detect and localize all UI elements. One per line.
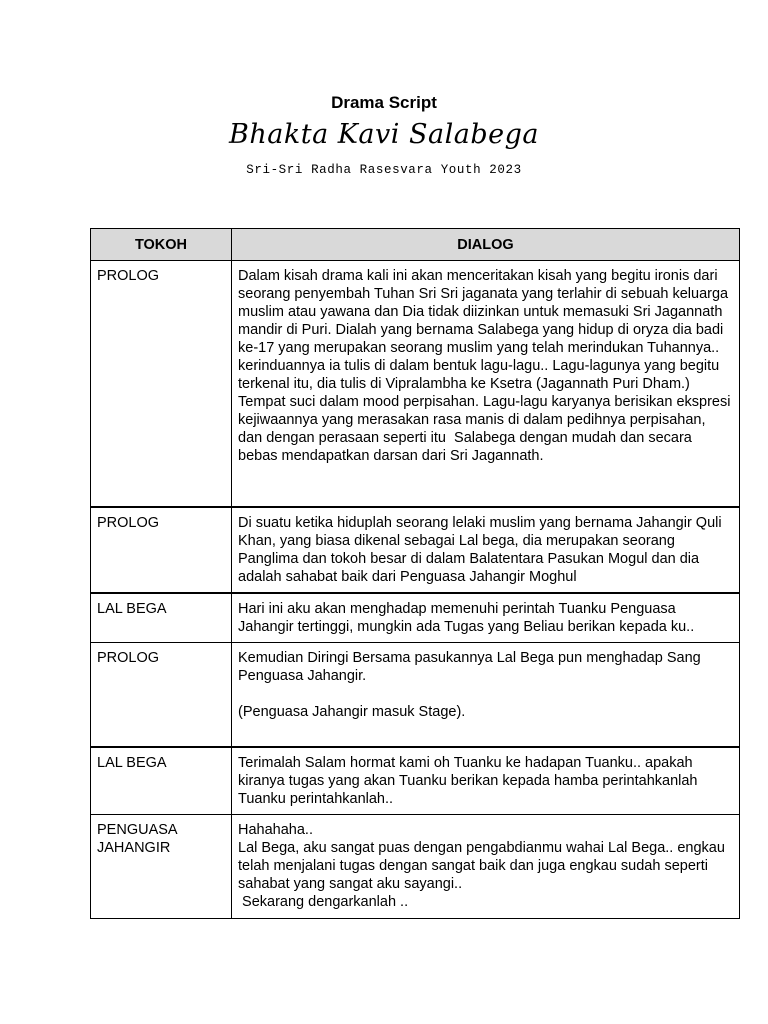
tokoh-cell: PROLOG [91,643,232,747]
dialog-cell: Kemudian Diringi Bersama pasukannya Lal Bega pun menghadap Sang Penguasa Jahangir. (Penguasa Jahangir masuk Stage). [232,643,740,747]
script-subtitle: Sri-Sri Radha Rasesvara Youth 2023 [246,163,522,177]
dialog-cell: Hahahaha.. Lal Bega, aku sangat puas dengan pengabdianmu wahai Lal Bega.. engkau telah menjalani tugas dengan sangat baik dan juga engkau sudah seperti sahabat yang sangat aku sayangi.. Sekarang dengarkanlah .. [232,815,740,919]
column-header-tokoh: TOKOH [91,229,232,261]
table-row [91,507,740,593]
table-row [91,593,740,643]
column-header-dialog: DIALOG [232,229,740,261]
table-header-row [91,229,740,261]
dialog-table [90,228,740,919]
tokoh-cell: PROLOG [91,261,232,507]
table-row [91,815,740,919]
tokoh-cell: PENGUASA JAHANGIR [91,815,232,919]
dialog-cell: Terimalah Salam hormat kami oh Tuanku ke hadapan Tuanku.. apakah kiranya tugas yang akan Tuanku berikan kepada hamba perintahkanlah Tuanku perintahkanlah.. [232,747,740,815]
table-row [91,261,740,507]
dialog-cell: Di suatu ketika hiduplah seorang lelaki muslim yang bernama Jahangir Quli Khan, yang biasa dikenal sebagai Lal bega, dia merupakan seorang Panglima dan tokoh besar di dalam Balatentara Pasukan Mogul dan dia adalah sahabat baik dari Penguasa Jahangir Moghul [232,507,740,593]
tokoh-cell: PROLOG [91,507,232,593]
document-label: Drama Script [331,93,437,112]
dialog-cell: Hari ini aku akan menghadap memenuhi perintah Tuanku Penguasa Jahangir tertinggi, mungkin ada Tugas yang Beliau berikan kepada ku.. [232,593,740,643]
script-title: Bhakta Kavi Salabega [229,119,539,150]
table-row [91,747,740,815]
tokoh-cell: LAL BEGA [91,747,232,815]
table-row [91,643,740,747]
dialog-cell: Dalam kisah drama kali ini akan menceritakan kisah yang begitu ironis dari seorang penyembah Tuhan Sri Sri jaganata yang terlahir di sebuah keluarga muslim atau yawana dan Dia tidak diizinkan untuk memasuki Sri Jagannath mandir di Puri. Dialah yang bernama Salabega yang hidup di oryza dia badi ke-17 yang merupakan seorang muslim yang telah merindukan Tuhannya.. kerinduannya ia tulis di dalam bentuk lagu-lagu.. Lagu-lagunya yang begitu terkenal itu, dia tulis di Vipralambha ke Ksetra (Jagannath Puri Dham.) Tempat suci dalam mood perpisahan. Lagu-lagu karyanya berisikan ekspresi kejiwaannya yang merasakan rasa manis di dalam pedihnya perpisahan, dan dengan perasaan seperti itu Salabega dengan mudah dan secara bebas mendapatkan darsan dari Sri Jagannath. [232,261,740,507]
tokoh-cell: LAL BEGA [91,593,232,643]
